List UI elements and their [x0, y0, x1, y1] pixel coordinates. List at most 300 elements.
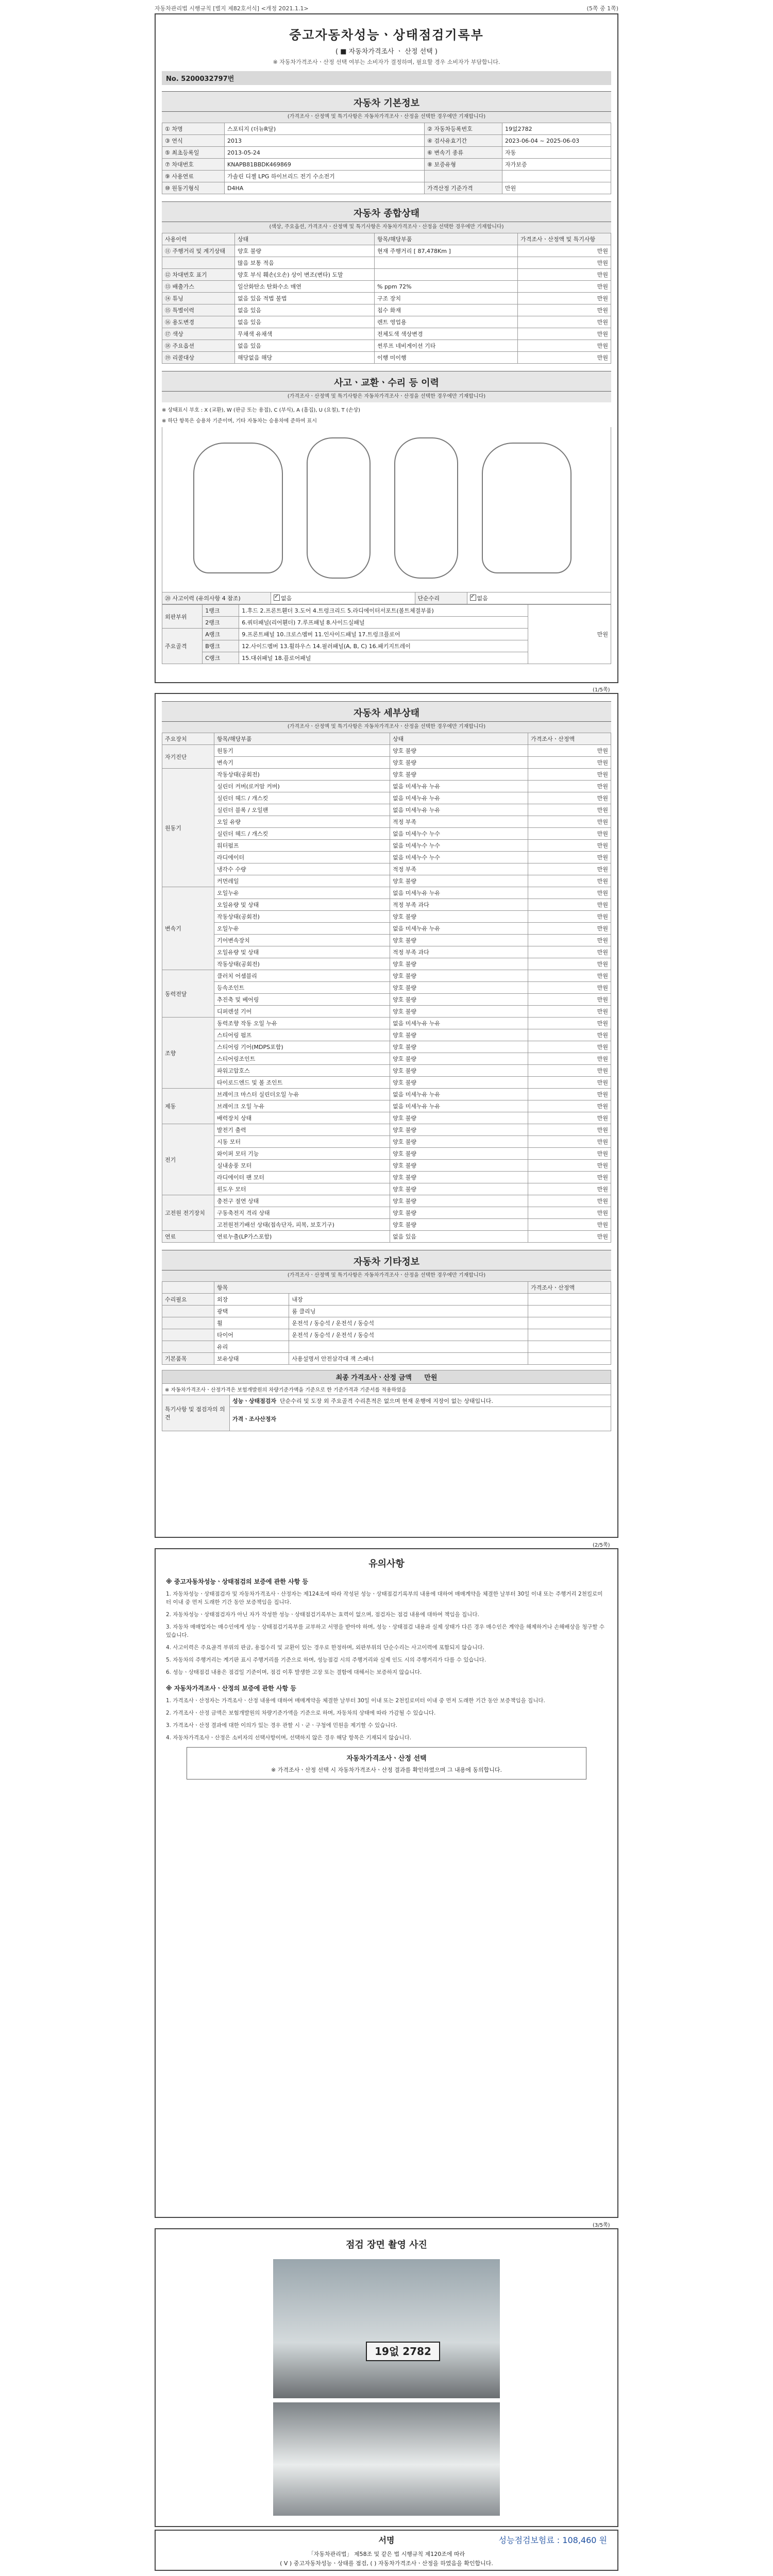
- section-basic-title: 자동차 기본정보: [162, 91, 611, 112]
- section-detail-title: 자동차 세부상태: [162, 701, 611, 722]
- detail-item: 원동기: [214, 745, 390, 757]
- basic-row: [162, 159, 611, 171]
- detail-row: [162, 958, 611, 970]
- detail-state: 양호 불량: [390, 958, 528, 970]
- detail-price: 만원: [528, 1029, 611, 1041]
- inspector-label: 성능ㆍ상태점검자: [232, 1398, 277, 1404]
- detail-price: 만원: [528, 828, 611, 840]
- detail-price: 만원: [528, 1053, 611, 1065]
- detail-state: 양호 불량: [390, 1077, 528, 1089]
- detail-state: 양호 불량: [390, 1124, 528, 1136]
- detail-state: 양호 불량: [390, 1041, 528, 1053]
- detail-price: 만원: [528, 1172, 611, 1183]
- detail-price: 만원: [528, 1231, 611, 1243]
- detail-item: 라디에이터: [214, 852, 390, 863]
- other-row: [162, 1353, 611, 1365]
- simple-repair-value: 없음: [477, 595, 488, 602]
- other-item-b: 운전석 / 동승석 / 운전석 / 동승석: [289, 1329, 528, 1341]
- notice-heading-1: ※ 중고자동차성능ㆍ상태점검의 보증에 관한 사항 등: [166, 1578, 308, 1585]
- detail-item: 배력장치 상태: [214, 1112, 390, 1124]
- notice-paragraph: 5. 자동차의 주행거리는 계기판 표시 주행거리를 기준으로 하며, 성능점검 시의 주행거리와 실제 인도 시의 주행거리가 다를 수 있습니다.: [166, 1657, 486, 1663]
- inspector-opinion: 단순수리 및 도장 외 주요골격 수리흔적은 없으며 현재 운행에 지장이 없는 상태입니다.: [280, 1398, 493, 1404]
- detail-state: 없음 미세누수 누수: [390, 840, 528, 852]
- price-selection-title: 자동차가격조사ㆍ산정 선택: [346, 1755, 427, 1762]
- detail-price: 만원: [528, 970, 611, 982]
- detail-row: [162, 887, 611, 899]
- photo-title: 점검 장면 촬영 사진: [346, 2240, 427, 2250]
- detail-price: 만원: [528, 781, 611, 792]
- detail-item: 작동상태(공회전): [214, 769, 390, 781]
- basic-label: ② 자동차등록번호: [425, 123, 502, 135]
- detail-state: 양호 불량: [390, 745, 528, 757]
- overall-state: 양호 부식 훼손(오손) 상이 변조(변타) 도말: [235, 269, 375, 281]
- detail-group-label: 고전원 전기장치: [162, 1195, 214, 1231]
- detail-price: 만원: [528, 1089, 611, 1100]
- basic-value: 자가보증: [502, 159, 611, 171]
- overall-item: 침수 화재: [375, 304, 518, 316]
- detail-price: 만원: [528, 887, 611, 899]
- overall-state: 없음 있음: [235, 340, 375, 352]
- col-state: 상태: [235, 233, 375, 245]
- basic-value: D4HA: [225, 182, 425, 194]
- detail-item: 오일유량 및 상태: [214, 946, 390, 958]
- detail-col-state: 상태: [390, 733, 528, 745]
- overall-price: 만원: [518, 328, 611, 340]
- overall-usage: ⑲ 리콜대상: [162, 352, 235, 364]
- detail-state: 양호 불량: [390, 911, 528, 923]
- detail-price: 만원: [528, 994, 611, 1006]
- overall-row: [162, 257, 611, 269]
- detail-item: 실내송풍 모터: [214, 1160, 390, 1172]
- overall-usage: ⑰ 색상: [162, 328, 235, 340]
- detail-state: 없음 미세누유 누유: [390, 923, 528, 935]
- section-other-title: 자동차 기타정보: [162, 1250, 611, 1270]
- rank-label: A랭크: [203, 629, 239, 640]
- basic-label: ⑧ 보증유형: [425, 159, 502, 171]
- detail-price: 만원: [528, 863, 611, 875]
- detail-row: [162, 1089, 611, 1100]
- basic-row: [162, 147, 611, 159]
- accident-legend: ※ 상태표시 부호 : X (교환), W (판금 또는 용접), C (부식), A (흠집), U (요철), T (손상): [162, 408, 361, 413]
- detail-item: 기어변속장치: [214, 935, 390, 946]
- detail-group-label: 동력전달: [162, 970, 214, 1018]
- other-item-b: 룸 클리닝: [289, 1306, 528, 1317]
- overall-row: [162, 340, 611, 352]
- detail-row: [162, 804, 611, 816]
- detail-item: 스티어링 펌프: [214, 1029, 390, 1041]
- detail-state: 없음 미세누수 누수: [390, 828, 528, 840]
- overall-row: [162, 281, 611, 293]
- rank-table: [162, 604, 611, 664]
- detail-state: 양호 불량: [390, 1183, 528, 1195]
- detail-item: 실린더 헤드 / 개스킷: [214, 828, 390, 840]
- rank-label: C랭크: [203, 652, 239, 664]
- rank-label: 1랭크: [203, 605, 239, 617]
- detail-price: 만원: [528, 1219, 611, 1231]
- overall-item: 썬루프 네비게이션 기타: [375, 340, 518, 352]
- detail-price: 만원: [528, 1006, 611, 1018]
- car-side-left-outline: [193, 443, 283, 573]
- overall-state: 양호 불량: [235, 245, 375, 257]
- rank-parts: 1.후드 2.프론트휀더 3.도어 4.트렁크리드 5.라디에이터서포트(볼트체결부품): [239, 605, 528, 617]
- detail-row: [162, 863, 611, 875]
- detail-col-item: 항목/해당부품: [214, 733, 390, 745]
- detail-item: 실린더 헤드 / 개스킷: [214, 792, 390, 804]
- detail-price: 만원: [528, 757, 611, 769]
- detail-row: [162, 1077, 611, 1089]
- overall-item: % ppm 72%: [375, 281, 518, 293]
- detail-state: 양호 불량: [390, 1172, 528, 1183]
- detail-row: [162, 840, 611, 852]
- other-price: [528, 1294, 611, 1306]
- outer-panel-label: 외판부위: [162, 605, 203, 629]
- detail-price: 만원: [528, 1183, 611, 1195]
- other-item-b: 운전석 / 동승석 / 운전석 / 동승석: [289, 1317, 528, 1329]
- detail-row: [162, 1195, 611, 1207]
- other-price: [528, 1317, 611, 1329]
- other-item-a: 보유상태: [214, 1353, 289, 1365]
- detail-state: 양호 불량: [390, 769, 528, 781]
- basic-label: ⑥ 변속기 종류: [425, 147, 502, 159]
- notice-paragraphs-2: [156, 1697, 617, 1742]
- detail-item: 타이로드엔드 및 볼 조인트: [214, 1077, 390, 1089]
- detail-state: 양호 불량: [390, 1195, 528, 1207]
- overall-usage: ⑪ 주행거리 및 계기상태: [162, 245, 235, 257]
- section-overall-note: (색상, 주요옵션, 가격조사ㆍ산정액 및 특기사항은 자동차가격조사ㆍ산정을 선택한 경우에만 기재합니다): [162, 222, 611, 233]
- detail-group-label: 변속기: [162, 887, 214, 970]
- detail-item: 클러치 어셈블리: [214, 970, 390, 982]
- notice-paragraph: 1. 가격조사ㆍ산정자는 가격조사ㆍ산정 내용에 대하여 매매계약을 체결한 날부터 30일 이내 또는 2천킬로미터 이내 중 먼저 도래한 기간 동안 보증책임을 집니다.: [166, 1698, 545, 1704]
- detail-state: 양호 불량: [390, 1006, 528, 1018]
- detail-row: [162, 1053, 611, 1065]
- basic-label: ⑤ 최초등록일: [162, 147, 225, 159]
- accident-none-checkbox[interactable]: [274, 595, 280, 601]
- detail-item: 라디에이터 팬 모터: [214, 1172, 390, 1183]
- form-page-indicator: (5쪽 중 1쪽): [586, 5, 618, 12]
- detail-row: [162, 781, 611, 792]
- detail-state: 양호 불량: [390, 1053, 528, 1065]
- other-table: [162, 1281, 611, 1365]
- detail-row: [162, 1018, 611, 1029]
- detail-group-label: 자기진단: [162, 745, 214, 769]
- notice-paragraph: 3. 자동차 매매업자는 매수인에게 성능ㆍ상태점검기록부를 교부하고 서명을 받아야 하며, 성능ㆍ상태점검 내용과 실제 상태가 다른 경우 매수인은 계약을 해제하거나 손해배상을 청구할 수 있습니다.: [166, 1624, 604, 1638]
- basic-label: ⑩ 원동기형식: [162, 182, 225, 194]
- detail-row: [162, 1065, 611, 1077]
- overall-usage: ⑭ 튜닝: [162, 293, 235, 304]
- frame-label: 주요골격: [162, 629, 203, 664]
- detail-group-label: 전기: [162, 1124, 214, 1195]
- overall-row: [162, 245, 611, 257]
- detail-item: 추진축 및 베어링: [214, 994, 390, 1006]
- overall-price: 만원: [518, 293, 611, 304]
- overall-price: 만원: [518, 245, 611, 257]
- col-item: 항목/해당부품: [375, 233, 518, 245]
- detail-item: 충전구 절연 상태: [214, 1195, 390, 1207]
- notice-heading-2: ※ 자동차가격조사ㆍ산정의 보증에 관한 사항 등: [166, 1685, 296, 1692]
- detail-row: [162, 1183, 611, 1195]
- final-price-note: ※ 자동차가격조사ㆍ산정가격은 보험개발원의 차량기준가액을 기준으로 한 기준가격과 기준서를 적용하였음: [162, 1384, 611, 1395]
- detail-price: 만원: [528, 840, 611, 852]
- detail-item: 변속기: [214, 757, 390, 769]
- basic-value: 19없2782: [502, 123, 611, 135]
- detail-row: [162, 982, 611, 994]
- basic-value: 자동: [502, 147, 611, 159]
- detail-row: [162, 935, 611, 946]
- overall-usage: ⑬ 배출가스: [162, 281, 235, 293]
- inspection-photo-lift: [273, 2402, 500, 2516]
- overall-state: 없음 있음: [235, 316, 375, 328]
- basic-info-table: [162, 123, 611, 194]
- final-price-title: 최종 가격조사ㆍ산정 금액: [335, 1374, 412, 1382]
- detail-item: 작동상태(공회전): [214, 958, 390, 970]
- simple-repair-none-checkbox[interactable]: [470, 595, 476, 601]
- rank-parts: 6.쿼터패널(리어휀더) 7.루프패널 8.사이드실패널: [239, 617, 528, 629]
- detail-item: 커먼레일: [214, 875, 390, 887]
- basic-row: [162, 123, 611, 135]
- warranty-amount: 성능점검보험료 : 108,460 원: [498, 2535, 607, 2545]
- detail-state: 양호 불량: [390, 935, 528, 946]
- detail-item: 오일유량 및 상태: [214, 899, 390, 911]
- overall-row: [162, 316, 611, 328]
- detail-price: 만원: [528, 982, 611, 994]
- doc-subtitle-note: ※ 자동차가격조사ㆍ산정 선택 여부는 소비자가 결정하며, 필요할 경우 소비자가 부담합니다.: [273, 59, 500, 65]
- other-group: 기본품목: [162, 1353, 214, 1365]
- detail-item: 동력조향 작동 오일 누유: [214, 1018, 390, 1029]
- rank-parts: 15.대쉬패널 18.플로어패널: [239, 652, 528, 664]
- detail-row: [162, 769, 611, 781]
- rank-label: B랭크: [203, 640, 239, 652]
- rank-parts: 12.사이드멤버 13.휠하우스 14.필러패널(A, B, C) 16.패키지트레이: [239, 640, 528, 652]
- section-overall-title: 자동차 종합상태: [162, 201, 611, 222]
- detail-state: 양호 불량: [390, 994, 528, 1006]
- overall-item: 렌트 영업용: [375, 316, 518, 328]
- car-side-right-outline: [482, 443, 572, 573]
- final-price-amount: 만원: [424, 1374, 438, 1382]
- detail-state: 양호 불량: [390, 875, 528, 887]
- other-row: [162, 1341, 611, 1353]
- overall-item: 현재 주행거리 [ 87,478Km ]: [375, 245, 518, 257]
- detail-state: 없음 있음: [390, 1231, 528, 1243]
- other-item-a: 타이어: [214, 1329, 289, 1341]
- sign-footer-2: ( V ) 중고자동차성능ㆍ상태를 점검, ( ) 자동차가격조사ㆍ산정을 하였음을 확인합니다.: [280, 2560, 493, 2567]
- col-usage: 사용이력: [162, 233, 235, 245]
- detail-item: 실린더 커버(로커암 커버): [214, 781, 390, 792]
- other-price: [528, 1353, 611, 1365]
- overall-usage: ⑯ 용도변경: [162, 316, 235, 328]
- record-number: No. 5200032797번: [162, 71, 611, 85]
- other-price: [528, 1329, 611, 1341]
- overall-usage: [162, 257, 235, 269]
- detail-price: 만원: [528, 1124, 611, 1136]
- detail-row: [162, 828, 611, 840]
- notice-paragraph: 1. 자동차성능ㆍ상태점검자 및 자동차가격조사ㆍ산정자는 제124조에 따라 작성된 성능ㆍ상태점검기록부의 내용에 대하여 매매계약을 체결한 날부터 30일 이내 또는 주행거리 2천킬로미터 이내 중 먼저 도래한 기간 동안 보증책임을 집니다.: [166, 1591, 603, 1605]
- other-price: [528, 1306, 611, 1317]
- notice-paragraph: 2. 자동차성능ㆍ상태점검자가 아닌 자가 작성한 성능ㆍ상태점검기록부는 효력이 없으며, 점검자는 점검 내용에 대하여 책임을 집니다.: [166, 1612, 479, 1618]
- detail-item: 오일누유: [214, 923, 390, 935]
- other-col-item: 항목: [214, 1282, 528, 1294]
- basic-value: KNAPB81BBDK469869: [225, 159, 425, 171]
- detail-row: [162, 1100, 611, 1112]
- overall-price: 만원: [518, 269, 611, 281]
- basic-label: 가격산정 기준가격: [425, 182, 502, 194]
- detail-state: 없음 미세누유 누유: [390, 887, 528, 899]
- accident-history-value: 없음: [281, 595, 292, 602]
- overall-item: 구조 장치: [375, 293, 518, 304]
- sign-box: [155, 2530, 618, 2571]
- overall-state: 없음 있음: [235, 304, 375, 316]
- overall-row: [162, 352, 611, 364]
- other-item-b: [289, 1341, 528, 1353]
- price-table: [162, 1370, 611, 1431]
- basic-label: ⑨ 사용연료: [162, 171, 225, 182]
- overall-item: [375, 257, 518, 269]
- other-col-price: 가격조사ㆍ산정액: [528, 1282, 611, 1294]
- other-group: [162, 1329, 214, 1341]
- overall-row: [162, 304, 611, 316]
- detail-state: 양호 불량: [390, 970, 528, 982]
- detail-row: [162, 970, 611, 982]
- overall-item: 이행 미이행: [375, 352, 518, 364]
- detail-row: [162, 875, 611, 887]
- other-item-a: 유리: [214, 1341, 289, 1353]
- basic-label: ③ 연식: [162, 135, 225, 147]
- detail-item: 발전기 출력: [214, 1124, 390, 1136]
- notice-title: 유의사항: [368, 1558, 405, 1569]
- other-item-a: 외장: [214, 1294, 289, 1306]
- detail-price: 만원: [528, 923, 611, 935]
- special-notes-label: 특기사항 및 점검자의 의견: [162, 1395, 230, 1431]
- other-row: [162, 1306, 611, 1317]
- notice-sheet: [155, 1548, 618, 2218]
- detail-price: 만원: [528, 875, 611, 887]
- detail-row: [162, 1136, 611, 1148]
- overall-state: 없음 있음 적법 불법: [235, 293, 375, 304]
- detail-price: 만원: [528, 946, 611, 958]
- other-group: [162, 1341, 214, 1353]
- detail-state: 양호 불량: [390, 1112, 528, 1124]
- detail-item: 스티어링조인트: [214, 1053, 390, 1065]
- detail-row: [162, 911, 611, 923]
- detail-item: 브레이크 오일 누유: [214, 1100, 390, 1112]
- basic-value: 2023-06-04 ~ 2025-06-03: [502, 135, 611, 147]
- detail-row: [162, 1112, 611, 1124]
- detail-price: 만원: [528, 1136, 611, 1148]
- other-row: [162, 1294, 611, 1306]
- detail-state: 양호 불량: [390, 1065, 528, 1077]
- basic-label: [425, 171, 502, 182]
- detail-item: 시동 모터: [214, 1136, 390, 1148]
- appraiser-label: 가격ㆍ조사산정자: [232, 1416, 277, 1422]
- detail-row: [162, 994, 611, 1006]
- sheet-page-1: [155, 13, 618, 683]
- col-price: 가격조사ㆍ산정액 및 특기사항: [518, 233, 611, 245]
- detail-item: 등속조인트: [214, 982, 390, 994]
- basic-row: [162, 182, 611, 194]
- detail-price: 만원: [528, 1207, 611, 1219]
- detail-price: 만원: [528, 1112, 611, 1124]
- rank-label: 2랭크: [203, 617, 239, 629]
- detail-price: 만원: [528, 958, 611, 970]
- other-group: 수리필요: [162, 1294, 214, 1306]
- notice-paragraph: 4. 사고이력은 주요골격 부위의 판금, 용접수리 및 교환이 있는 경우로 한정하며, 외판부위의 단순수리는 사고이력에 포함되지 않습니다.: [166, 1645, 484, 1651]
- detail-price: 만원: [528, 1160, 611, 1172]
- sign-footer-1: 「자동차관리법」 제58조 및 같은 법 시행규칙 제120조에 따라: [308, 2551, 465, 2557]
- detail-state: 없음 미세누유 누유: [390, 1100, 528, 1112]
- notice-paragraphs: [156, 1590, 617, 1676]
- detail-item: 작동상태(공회전): [214, 911, 390, 923]
- detail-col-device: 주요장치: [162, 733, 214, 745]
- overall-price: 만원: [518, 340, 611, 352]
- detail-price: 만원: [528, 1077, 611, 1089]
- license-plate: 19없 2782: [366, 2342, 440, 2361]
- overall-item: 전체도색 색상변경: [375, 328, 518, 340]
- detail-price: 만원: [528, 935, 611, 946]
- other-row: [162, 1329, 611, 1341]
- overall-price: 만원: [518, 281, 611, 293]
- detail-price: 만원: [528, 852, 611, 863]
- overall-state: 해당없음 해당: [235, 352, 375, 364]
- overall-state: 무채색 유채색: [235, 328, 375, 340]
- detail-row: [162, 1148, 611, 1160]
- detail-item: 워터펌프: [214, 840, 390, 852]
- detail-price: 만원: [528, 1065, 611, 1077]
- overall-usage: ⑱ 주요옵션: [162, 340, 235, 352]
- detail-state: 양호 불량: [390, 1219, 528, 1231]
- detail-price: 만원: [528, 1018, 611, 1029]
- detail-row: [162, 1029, 611, 1041]
- notice-paragraph: 4. 자동차가격조사ㆍ산정은 소비자의 선택사항이며, 선택하지 않은 경우 해당 항목은 기재되지 않습니다.: [166, 1735, 412, 1741]
- detail-price: 만원: [528, 1100, 611, 1112]
- detail-state: 없음 미세누유 누유: [390, 1018, 528, 1029]
- other-item-a: 광택: [214, 1306, 289, 1317]
- page-mark-3: (3/5쪽): [593, 2223, 610, 2228]
- section-detail-note: (가격조사ㆍ산정액 및 특기사항은 자동차가격조사ㆍ산정을 선택한 경우에만 기재합니다): [162, 722, 611, 733]
- photo-sheet: [155, 2228, 618, 2527]
- overall-item: [375, 269, 518, 281]
- doc-title: 중고자동차성능ㆍ상태점검기록부: [289, 28, 484, 42]
- rank-row: [162, 605, 611, 617]
- basic-value: 가솔린 디젤 LPG 하이브리드 전기 수소전기: [225, 171, 425, 182]
- accident-simple-label: 단순수리: [415, 592, 467, 604]
- detail-row: [162, 1006, 611, 1018]
- detail-item: 오일 유량: [214, 816, 390, 828]
- car-top-outline: [307, 437, 371, 579]
- detail-price: 만원: [528, 769, 611, 781]
- detail-row: [162, 1160, 611, 1172]
- detail-row: [162, 1219, 611, 1231]
- overall-state: 일산화탄소 탄화수소 매연: [235, 281, 375, 293]
- accident-legend-2: ※ 하단 항목은 승용차 기준이며, 기타 자동차는 승용차에 준하여 표시: [162, 418, 317, 424]
- page-mark-1: (1/5쪽): [593, 687, 610, 693]
- overall-price: 만원: [518, 304, 611, 316]
- detail-price: 만원: [528, 1041, 611, 1053]
- detail-state: 적정 부족: [390, 863, 528, 875]
- detail-row: [162, 1172, 611, 1183]
- sheet-page-2: [155, 693, 618, 1538]
- detail-table: [162, 733, 611, 1243]
- basic-value: 2013: [225, 135, 425, 147]
- detail-item: 파워고압호스: [214, 1065, 390, 1077]
- detail-state: 없음 미세누유 누유: [390, 792, 528, 804]
- detail-state: 양호 불량: [390, 982, 528, 994]
- detail-price: 만원: [528, 792, 611, 804]
- overall-usage: ⑫ 차대번호 표기: [162, 269, 235, 281]
- detail-state: 양호 불량: [390, 1029, 528, 1041]
- detail-state: 없음 미세누수 누수: [390, 852, 528, 863]
- detail-state: 양호 불량: [390, 1136, 528, 1148]
- detail-state: 적정 부족: [390, 816, 528, 828]
- section-accident-note: (가격조사ㆍ산정액 및 특기사항은 자동차가격조사ㆍ산정을 선택한 경우에만 기재합니다): [162, 392, 611, 402]
